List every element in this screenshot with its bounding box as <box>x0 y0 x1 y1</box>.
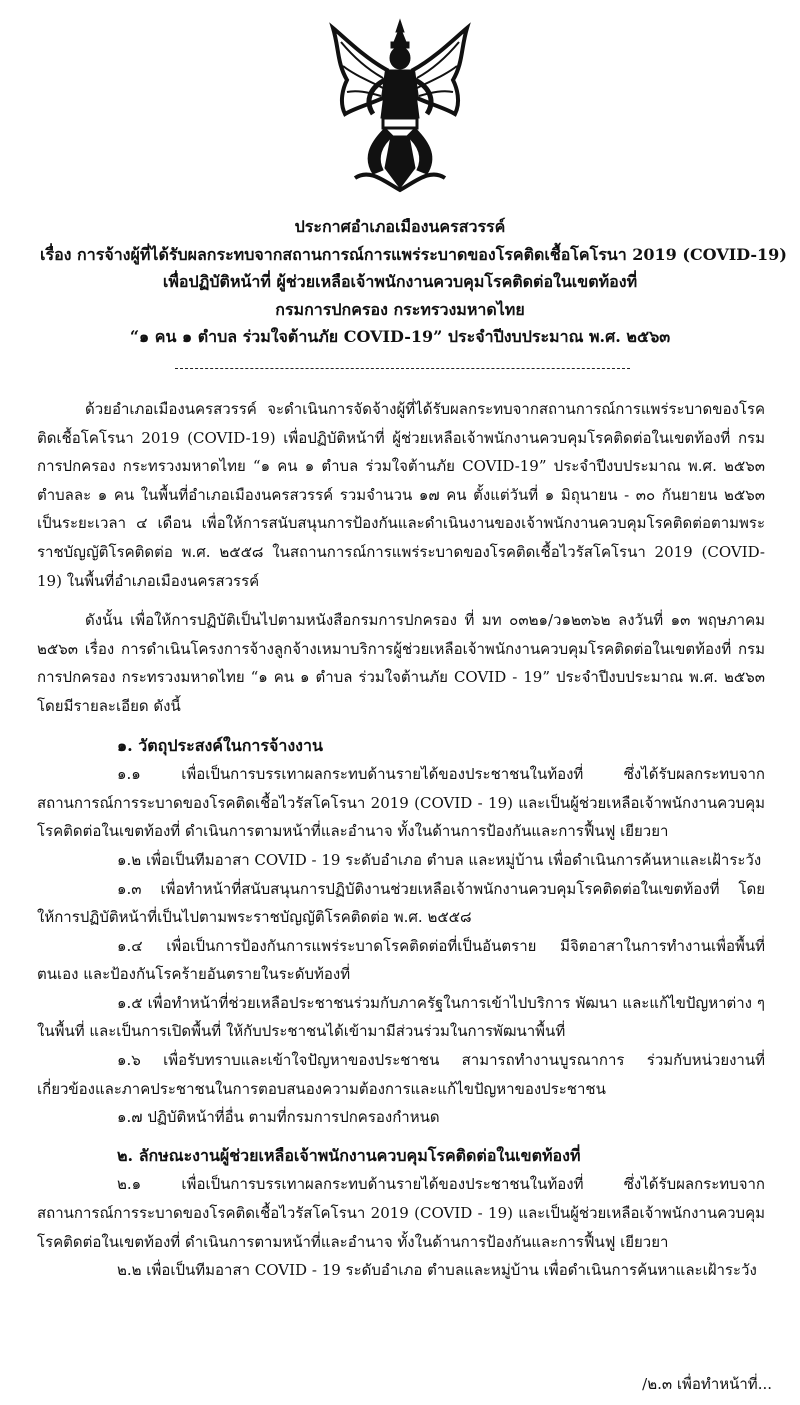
subject-line: เรื่อง การจ้างผู้ที่ได้รับผลกระทบจากสถานการณ์การแพร่ระบาดของโรคติดเชื้อโคโรนา 2019 (COVID-19) <box>40 244 787 264</box>
reference-paragraph: ดังนั้น เพื่อให้การปฏิบัติเป็นไปตามหนังสือกรมการปกครอง ที่ มท ๐๓๒๑/ว๑๒๓๖๒ ลงวันที่ ๑๓ พฤษภาคม ๒๕๖๓ เรื่อง การดำเนินโครงการจ้างลูกจ้างเหมาบริการผู้ช่วยเหลือเจ้าพนักงานควบคุมโรคติดต่อในเขตท้องที่ กรมการปกครอง กระทรวงมหาดไทย “๑ คน ๑ ตำบล ร่วมใจต้านภัย COVID - 19” ประจำปีงบประมาณ พ.ศ. ๒๕๖๓ โดยมีรายละเอียด ดังนี้ <box>37 611 765 715</box>
section-1-item: ๑.๔ เพื่อเป็นการป้องกันการแพร่ระบาดโรคติดต่อที่เป็นอันตราย มีจิตอาสาในการทำงานเพื่อพื้นที่ตนเอง และป้องกันโรคร้ายอันตรายในระดับท้องที่ <box>37 936 765 984</box>
section-2-item: ๒.๒ เพื่อเป็นทีมอาสา COVID - 19 ระดับอำเภอ ตำบลและหมู่บ้าน เพื่อดำเนินการค้นหาและเฝ้าระวัง <box>117 1261 757 1280</box>
section-2-item: ๒.๑ เพื่อเป็นการบรรเทาผลกระทบด้านรายได้ของประชาชนในท้องที่ ซึ่งได้รับผลกระทบจากสถานการณ์การระบาดของโรคติดเชื้อไวรัสโคโรนา 2019 (COVID - 19) และเป็นผู้ช่วยเหลือเจ้าพนักงานควบคุมโรคติดต่อในเขตท้องที่ ดำเนินการตามหน้าที่และอำนาจ ทั้งในด้านการป้องกันและการฟื้นฟู เยียวยา <box>37 1175 765 1251</box>
section-1-item: ๑.๒ เพื่อเป็นทีมอาสา COVID - 19 ระดับอำเภอ ตำบล และหมู่บ้าน เพื่อดำเนินการค้นหาและเฝ้าระวัง <box>117 850 762 869</box>
section-1-item: ๑.๑ เพื่อเป็นการบรรเทาผลกระทบด้านรายได้ของประชาชนในท้องที่ ซึ่งได้รับผลกระทบจากสถานการณ์การระบาดของโรคติดเชื้อไวรัสโคโรนา 2019 (COVID - 19) และเป็นผู้ช่วยเหลือเจ้าพนักงานควบคุมโรคติดต่อในเขตท้องที่ ดำเนินการตามหน้าที่และอำนาจ ทั้งในด้านการป้องกันและการฟื้นฟู เยียวยา <box>37 765 765 841</box>
section-1-item: ๑.๖ เพื่อรับทราบและเข้าใจปัญหาของประชาชน สามารถทำงานบูรณาการ ร่วมกับหน่วยงานที่เกี่ยวข้องและภาคประชาชนในการตอบสนองความต้องการและแก้ไขปัญหาของประชาชน <box>37 1051 765 1098</box>
garuda-emblem-icon <box>325 18 475 198</box>
dashed-divider <box>175 368 630 369</box>
section-1-item: ๑.๕ เพื่อทำหน้าที่ช่วยเหลือประชาชนร่วมกับภาครัฐในการเข้าไปบริการ พัฒนา และแก้ไขปัญหาต่าง ๆ ในพื้นที่ และเป็นการเปิดพื้นที่ ให้กับประชาชนได้เข้ามามีส่วนร่วมในการพัฒนาพื้นที่ <box>37 993 765 1041</box>
section-1-item: ๑.๓ เพื่อทำหน้าที่สนับสนุนการปฏิบัติงานช่วยเหลือเจ้าพนักงานควบคุมโรคติดต่อในเขตท้องที่ โดยให้การปฏิบัติหน้าที่เป็นไปตามพระราชบัญญัติโรคติดต่อ พ.ศ. ๒๕๕๘ <box>37 879 765 927</box>
section-gap <box>37 1132 765 1142</box>
issuer-title: ประกาศอำเภอเมืองนครสวรรค์ <box>294 217 506 236</box>
section-1-item: ๑.๗ ปฏิบัติหน้าที่อื่น ตามที่กรมการปกครองกำหนด <box>117 1108 440 1127</box>
subject-purpose: เพื่อปฏิบัติหน้าที่ ผู้ช่วยเหลือเจ้าพนักงานควบคุมโรคติดต่อในเขตท้องที่ <box>162 272 638 291</box>
announcement-header <box>40 213 787 351</box>
intro-paragraph: ด้วยอำเภอเมืองนครสวรรค์ จะดำเนินการจัดจ้างผู้ที่ได้รับผลกระทบจากสถานการณ์การแพร่ระบาดของโรคติดเชื้อโคโรนา 2019 (COVID-19) เพื่อปฏิบัติหน้าที่ ผู้ช่วยเหลือเจ้าพนักงานควบคุมโรคติดต่อในเขตท้องที่ กรมการปกครอง กระทรวงมหาดไทย “๑ คน ๑ ตำบล ร่วมใจต้านภัย COVID-19” ประจำปีงบประมาณ พ.ศ. ๒๕๖๓ ตำบลละ ๑ คน ในพื้นที่อำเภอเมืองนครสวรรค์ รวมจำนวน ๑๗ คน ตั้งแต่วันที่ ๑ มิถุนายน - ๓๐ กันยายน ๒๕๖๓ เป็นระยะเวลา ๔ เดือน เพื่อให้การสนับสนุนการป้องกันและดำเนินงานของเจ้าพนักงานควบคุมโรคติดต่อตามพระราชบัญญัติโรคติดต่อ พ.ศ. ๒๕๕๘ ในสถานการณ์การแพร่ระบาดของโรคติดเชื้อไวรัสโคโรนา 2019 (COVID-19) ในพื้นที่อำเภอเมืองนครสวรรค์ <box>37 400 765 590</box>
continuation-note: /๒.๓ เพื่อทำหน้าที่... <box>642 1375 772 1393</box>
project-name: “๑ คน ๑ ตำบล ร่วมใจต้านภัย COVID-19” ประจำปีงบประมาณ พ.ศ. ๒๕๖๓ <box>129 327 671 346</box>
department-line: กรมการปกครอง กระทรวงมหาดไทย <box>275 299 525 319</box>
section-1-title: ๑. วัตถุประสงค์ในการจ้างงาน <box>117 735 323 755</box>
announcement-body <box>37 395 765 1285</box>
section-2-title: ๒. ลักษณะงานผู้ช่วยเหลือเจ้าพนักงานควบคุมโรคติดต่อในเขตท้องที่ <box>117 1145 581 1165</box>
